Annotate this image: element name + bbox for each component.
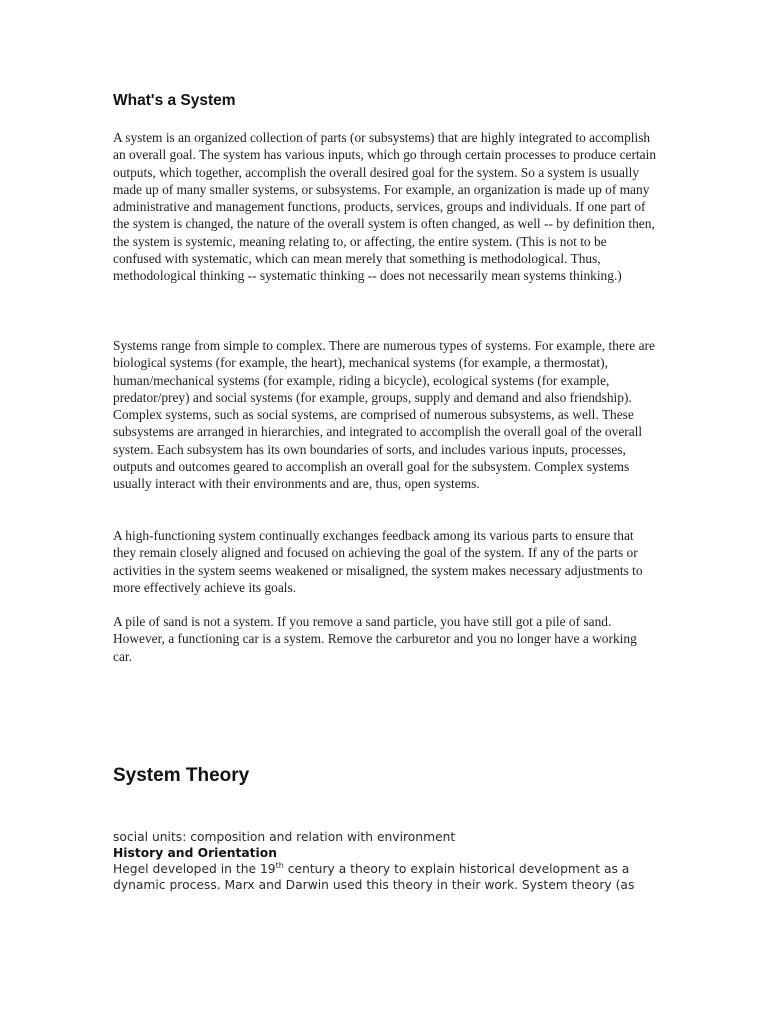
history-line-1-end: century a theory to explain historical development as a xyxy=(283,862,630,876)
history-line-1 xyxy=(113,861,673,877)
history-orientation-subheading: History and Orientation xyxy=(113,846,277,860)
history-line-1-start: Hegel developed in the 19 xyxy=(113,862,276,876)
paragraph-system-types: Systems range from simple to complex. There are numerous types of systems. For example, there are biological systems (for example, the heart), mechanical systems (for example, a thermostat), human/mechanical systems (for example, riding a bicycle), ecological systems (for example, predator/prey) and social systems (for example, groups, supply and demand and also friendship). Complex systems, such as social systems, are comprised of numerous subsystems, as well. These subsystems are arranged in hierarchies, and integrated to accomplish the overall goal of the overall system. Each subsystem has its own boundaries of sorts, and includes various inputs, processes, outputs and outcomes geared to accomplish an overall goal for the subsystem. Complex systems usually interact with their environments and are, thus, open systems. xyxy=(113,338,655,492)
section-heading-whats-a-system: What's a System xyxy=(113,92,236,109)
system-theory-subtitle: social units: composition and relation with environment xyxy=(113,830,456,844)
superscript-th: th xyxy=(275,860,284,870)
paragraph-sand-example: A pile of sand is not a system. If you remove a sand particle, you have still got a pile of sand. However, a functioning car is a system. Remove the carburetor and you no longer have a working car. xyxy=(113,614,637,664)
section-heading-system-theory: System Theory xyxy=(113,765,250,786)
history-line-2: dynamic process. Marx and Darwin used this theory in their work. System theory (as xyxy=(113,878,635,892)
system-theory-body xyxy=(113,829,673,893)
paragraph-system-definition: A system is an organized collection of parts (or subsystems) that are highly integrated to accomplish an overall goal. The system has various inputs, which go through certain processes to produce certain outputs, which together, accomplish the overall desired goal for the system. So a system is usually made up of many smaller systems, or subsystems. For example, an organization is made up of many administrative and management functions, products, services, groups and individuals. If one part of the system is changed, the nature of the overall system is often changed, as well -- by definition then, the system is systemic, meaning relating to, or affecting, the entire system. (This is not to be confused with systematic, which can mean merely that something is methodological. Thus, methodological thinking -- systematic thinking -- does not necessarily mean systems thinking.) xyxy=(113,130,657,284)
paragraph-feedback: A high-functioning system continually exchanges feedback among its various parts to ensure that they remain closely aligned and focused on achieving the goal of the system. If any of the parts or activities in the system seems weakened or misaligned, the system makes necessary adjustments to more effectively achieve its goals. xyxy=(113,528,643,595)
